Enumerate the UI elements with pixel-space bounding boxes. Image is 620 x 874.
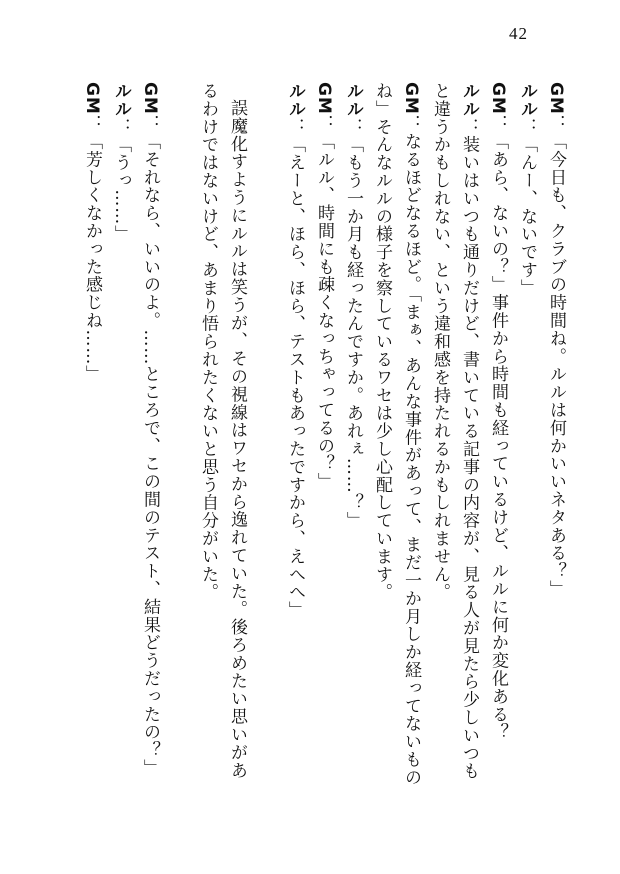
speaker-name: GM	[488, 82, 508, 115]
speaker-name: ルル	[285, 82, 305, 118]
line-text: ：「ルル、時間にも疎くなっちゃってるの？」	[314, 114, 334, 491]
line-text: ：「あら、ないの？」事件から時間も経っているけど、ルルに何か変化ある？	[488, 114, 508, 742]
blank-line	[251, 82, 280, 842]
text-line	[425, 82, 454, 842]
line-text: ：なるほどなるほど。「まぁ、あんな事件があって、まだ一か月しか経ってないもの	[401, 114, 421, 787]
speaker-name: GM	[546, 82, 566, 115]
line-text: ：「それなら、いいのよ。……ところで、この間のテスト、結果どうだったの？」	[140, 114, 160, 777]
text-line	[106, 82, 135, 842]
line-text: ：「もう一か月も経ったんですか。あれぇ……？」	[343, 117, 363, 530]
speaker-name: GM	[82, 82, 102, 115]
text-line	[135, 82, 164, 842]
line-text: ：「んー、ないです」	[517, 117, 537, 297]
text-line	[483, 82, 512, 842]
line-text: ：装いはいつも通りだけど、書いている記事の内容が、見る人が見たら少しいつも	[459, 117, 479, 781]
text-line	[512, 82, 541, 842]
text-line	[454, 82, 483, 842]
speaker-name: ルル	[111, 82, 131, 118]
speaker-name: GM	[401, 82, 421, 115]
text-line	[396, 82, 425, 842]
page-number: 42	[509, 24, 528, 43]
speaker-name: GM	[140, 82, 160, 115]
blank-line	[164, 82, 193, 842]
text-line	[367, 82, 396, 842]
line-text: と違うかもしれない、という違和感を持たれるかもしれません。	[430, 82, 450, 602]
text-line	[222, 82, 251, 859]
line-text: るわけではないけど、あまり悟られたくないと思う自分がいた。	[198, 82, 218, 602]
line-text: ね」そんなルルの様子を察しているワセは少し心配しています。	[372, 82, 392, 602]
line-text: ：「えーと、ほら、ほら、テストもあったですから、えへへ」	[285, 117, 305, 620]
text-line	[280, 82, 309, 842]
speaker-name: ルル	[343, 82, 363, 118]
text-line	[338, 82, 367, 842]
text-line	[541, 82, 570, 842]
line-text: ：「うっ……」	[111, 117, 131, 244]
line-text: 誤魔化すようにルルは笑うが、その視線はワセから逸れていた。後ろめたい思いがあ	[227, 99, 247, 780]
speaker-name: ルル	[517, 82, 537, 118]
text-body	[77, 82, 570, 842]
line-text: ：「今日も、クラブの時間ね。ルルは何かいいネタある？」	[546, 114, 566, 598]
text-line	[77, 82, 106, 842]
speaker-name: ルル	[459, 82, 479, 118]
text-line	[309, 82, 338, 842]
text-line	[193, 82, 222, 842]
speaker-name: GM	[314, 82, 334, 115]
line-text: ：「芳しくなかった感じね……」	[82, 114, 102, 384]
